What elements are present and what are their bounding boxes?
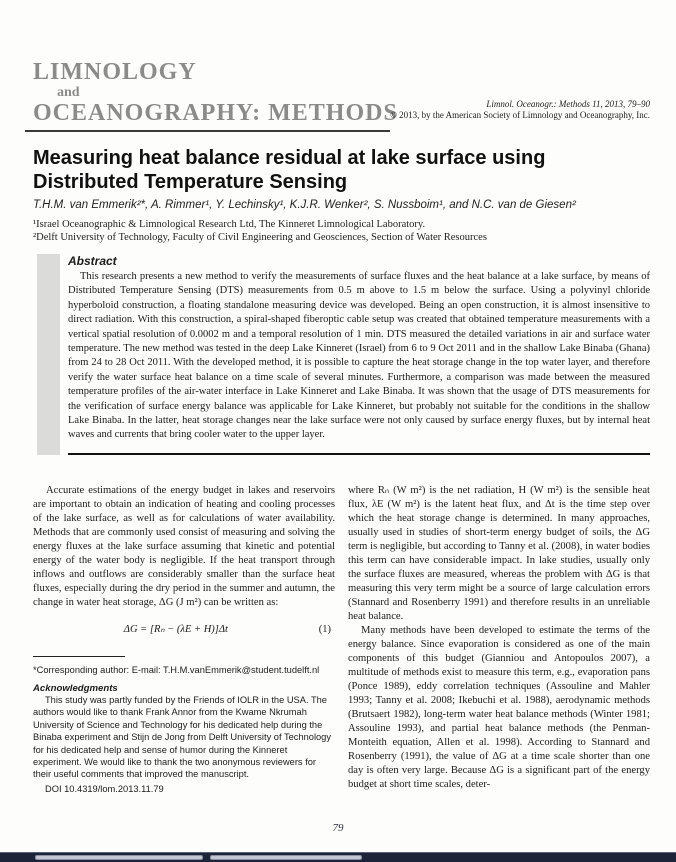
- right-paragraph-1: where Rₙ (W m²) is the net radiation, H (W m²) is the sensible heat flux, λE (W m²) is the latent heat flux, and Δt is the time step over which the heat storage change is determined. In many approaches, usually used in studies of short-term energy budget of soils, the ΔG term is negligible, but according to Tanny et al. (2008), in water bodies this term can have considerable impact. In lake studies, usually only the surface fluxes are measured, whereas the problem with ΔG is that measuring this very term might be a source of large calculation errors (Stannard and Rosenberry 1991) and therefore results in an unreliable heat balance.: [348, 485, 650, 622]
- corresponding-author-footnote: *Corresponding author: E-mail: T.H.M.vanEmmerik@student.tudelft.nl: [33, 665, 320, 675]
- affiliation-2: ²Delft University of Technology, Faculty of Civil Engineering and Geosciences, Section of Water Resources: [33, 231, 487, 243]
- footnote-rule: [33, 656, 125, 657]
- article-title: Measuring heat balance residual at lake surface using Distributed Temperature Sensing: [33, 147, 546, 193]
- taskbar-button-1[interactable]: [35, 855, 203, 860]
- doi-line: DOI 10.4319/lom.2013.11.79: [45, 783, 164, 794]
- taskbar-strip: [0, 852, 676, 862]
- journal-masthead: [33, 60, 398, 127]
- journal-name-oceanography: OCEANOGRAPHY: METHODS: [33, 100, 398, 126]
- taskbar-button-2[interactable]: [210, 855, 362, 860]
- citation-line: Limnol. Oceanogr.: Methods 11, 2013, 79–90: [486, 99, 650, 109]
- right-paragraph-2: Many methods have been developed to estimate the terms of the energy balance. Since evaporation is considered as one of the main components of this budget (Gianniou and Antopoulos 2007), a multitude of methods exist to measure this term, e.g., evaporation pans (Ponce 1989), eddy correlation techniques (Assouline and Mahler 1993; Tanny et al. 2008; Ikebuchi et al. 1988), aerodynamic methods (Brutsaert 1982), long-term water heat balance methods (Winter 1981; Assouline 1993), and partial heat balance methods (the Penman-Monteith equation, Allen et al. 1998). According to Stannard and Rosenberry (1991), the value of ΔG at a time scale shorter than one day is often very large. Because ΔG is a significant part of the energy budget at short time scales, deter-: [348, 625, 650, 790]
- abstract-section: [37, 254, 650, 455]
- journal-name-and: and: [57, 85, 80, 100]
- affiliations: [33, 219, 650, 244]
- acknowledgments-heading: Acknowledgments: [33, 683, 118, 694]
- abstract-heading: Abstract: [68, 254, 117, 268]
- masthead-rule: [25, 130, 390, 132]
- page-number: 79: [332, 822, 344, 834]
- abstract-text: This research presents a new method to verify the measurements of surface fluxes and the heat balance at a lake surface, by means of Distributed Temperature Sensing (DTS) measurements from 0.5 m above to 1.5 m below the surface. Using a polyvinyl chloride hyperboloid construction, a floating standalone measuring device was developed. Being an open construction, it is almost insensitive to direct radiation. With this construction, a spiral-shaped fiberoptic cable setup was created that obtained temperature measurements with a vertical spatial resolution of 0.0002 m and a temporal resolution of 1 min. DTS measured the detailed variations in air and surface water temperature. The new method was tested in the deep Lake Kinneret (Israel) from 6 to 9 Oct 2011 and in the shallow Lake Binaba (Ghana) from 24 to 28 Oct 2011. With the developed method, it is possible to capture the heat storage change in the top water layer, and therefore verify the water surface heat balance on a time scale of several minutes. Furthermore, a comparison was made between the measured temperature profiles of the air-water interface in Lake Kinneret and Lake Binaba. It was shown that the usage of DTS measurements for the verification of surface energy balance was applicable for Lake Kinneret, but probably not suitable for the conditions in the shallow Lake Binaba. In the latter, heat storage changes near the lake surface were not only caused by surface energy fluxes, but by internal heat waves and currents that bring cooler water to the upper layer.: [68, 271, 650, 441]
- abstract-body: [68, 254, 650, 455]
- affiliation-1: ¹Israel Oceanographic & Limnological Research Ltd, The Kinneret Limnological Laboratory.: [33, 219, 426, 230]
- equation-1: ΔG = [Rₙ − (λE + H)]Δt: [123, 624, 228, 635]
- equation-1-number: (1): [318, 623, 331, 635]
- acknowledgments-text: This study was partly funded by the Friends of IOLR in the USA. The authors would like to thank Frank Annor from the Kwame Nkrumah University of Science and Technology for his dedicated help during the Binaba experiment and Stijn de Jong from Delft University of Technology for his dedicated help and sense of humor during the Kinneret experiment. We would like to thank the two anonymous reviewers for their useful comments that improved the manuscript.: [33, 695, 332, 780]
- body-columns: [33, 484, 650, 794]
- copyright-line: © 2013, by the American Society of Limnology and Oceanography, Inc.: [390, 110, 650, 120]
- journal-name-limnology: LIMNOLOGY: [33, 59, 197, 85]
- abstract-side-bar: [37, 254, 60, 455]
- left-column: [33, 484, 335, 794]
- intro-paragraph: Accurate estimations of the energy budget in lakes and reservoirs are important to obtain an indication of heating and cooling processes of the lake surface, as well as for calculations of water availability. Methods that are commonly used consist of measuring and solving the energy fluxes at the lake surface assuming that kinetic and potential energy of the water body is negligible. If the heat transport through inflows and outflows are considerably smaller than the surface heat fluxes, especially during the dry period in the summer and autumn, the change in water heat storage, ΔG (J m²) can be written as:: [33, 485, 335, 608]
- author-list: T.H.M. van Emmerik²*, A. Rimmer¹, Y. Lechinsky¹, K.J.R. Wenker², S. Nussboim¹, and N.C. van de Giesen²: [33, 199, 576, 211]
- citation-block: [390, 99, 650, 121]
- right-column: [348, 484, 650, 794]
- equation-row: [33, 623, 335, 635]
